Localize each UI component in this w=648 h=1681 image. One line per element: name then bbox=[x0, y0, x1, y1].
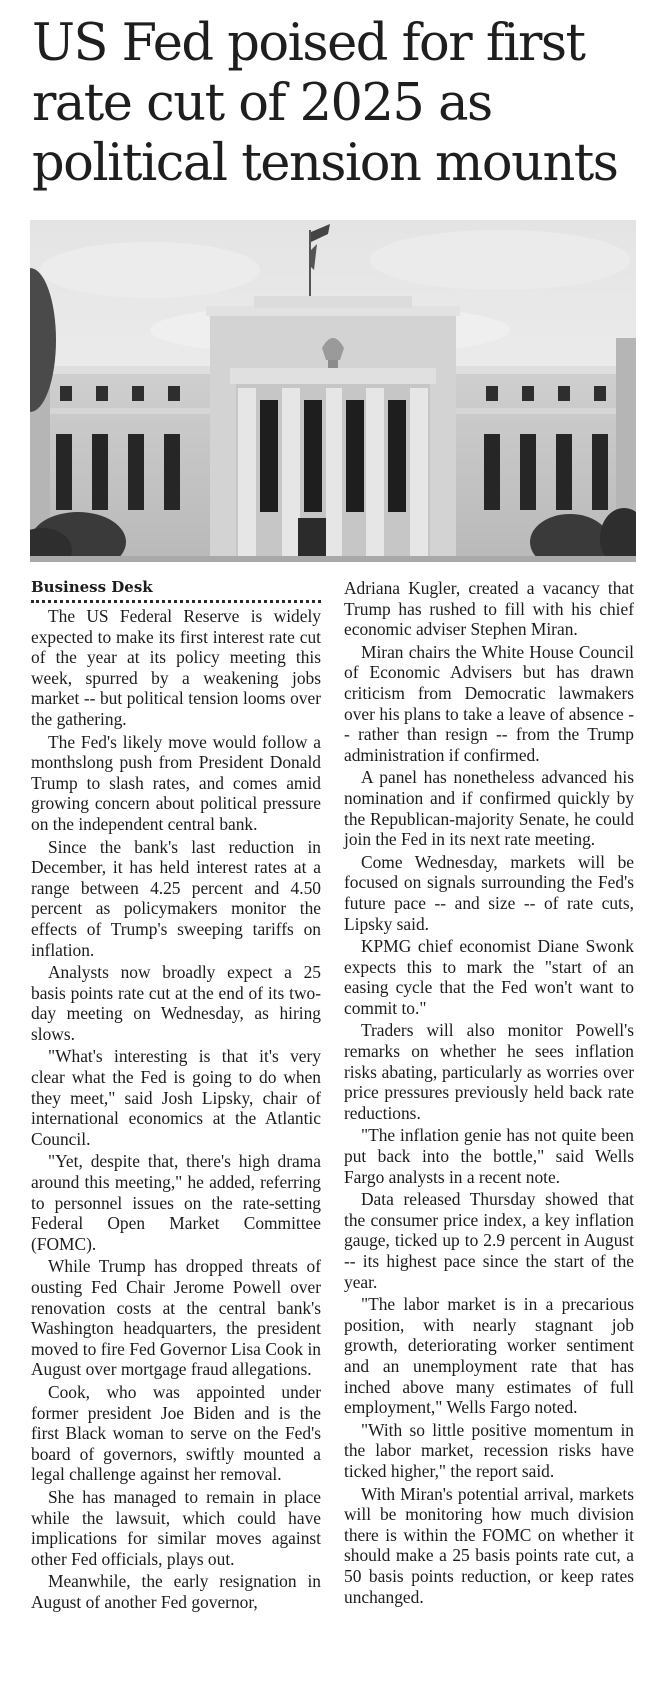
paragraph: The Fed's likely move would follow a monthslong push from President Donald Trump to slash rates, and comes amid growing concern about political pressure on the independent central bank. bbox=[31, 731, 321, 834]
paragraph: "The inflation genie has not quite been put back into the bottle," said Wells Fargo analysts in a recent note. bbox=[344, 1125, 634, 1187]
paragraph: The US Federal Reserve is widely expected to make its first interest rate cut of the year at its policy meeting this week, spurred by a weakening jobs market -- but political tension looms over the gathering. bbox=[31, 606, 321, 729]
paragraph: "Yet, despite that, there's high drama around this meeting," he added, referring to personnel issues on the rate-setting Federal Open Market Committee (FOMC). bbox=[31, 1151, 321, 1254]
paragraph: A panel has nonetheless advanced his nomination and if confirmed quickly by the Republican-majority Senate, he could join the Fed in its next rate meeting. bbox=[344, 767, 634, 850]
paragraph: Traders will also monitor Powell's remarks on whether he sees inflation risks abating, particularly as worries over price pressures previously held back rate reductions. bbox=[344, 1020, 634, 1123]
paragraph: Miran chairs the White House Council of Economic Advisers but has drawn criticism from Democratic lawmakers over his plans to take a leave of absence -- rather than resign -- from the Trump administration if confirmed. bbox=[344, 641, 634, 765]
paragraph: Data released Thursday showed that the consumer price index, a key inflation gauge, ticked up to 2.9 percent in August -- its highest pace since the start of the year. bbox=[344, 1189, 634, 1292]
paragraph: Analysts now broadly expect a 25 basis points rate cut at the end of its two-day meeting on Wednesday, as hiring slows. bbox=[31, 962, 321, 1044]
article-column-right bbox=[344, 578, 634, 1609]
paragraph-continued: Adriana Kugler, created a vacancy that Trump has rushed to fill with his chief economic adviser Stephen Miran. bbox=[344, 578, 634, 640]
paragraph: KPMG chief economist Diane Swonk expects this to mark the "start of an easing cycle that the Fed won't want to commit to." bbox=[344, 936, 634, 1018]
desk-label: Business Desk bbox=[31, 578, 321, 603]
paragraph: Come Wednesday, markets will be focused on signals surrounding the Fed's future pace -- and size -- of rate cuts, Lipsky said. bbox=[344, 851, 634, 934]
paragraph: "The labor market is in a precarious position, with nearly stagnant job growth, deteriorating worker sentiment and an unemployment rate that has inched above many estimates of full employment," Wells Fargo noted. bbox=[344, 1294, 634, 1418]
headline: US Fed poised for first rate cut of 2025 as political tension mounts bbox=[32, 14, 618, 193]
paragraph: While Trump has dropped threats of ousting Fed Chair Jerome Powell over renovation costs at the central bank's Washington headquarters, the president moved to fire Fed Governor Lisa Cook in August over mortgage fraud allegations. bbox=[31, 1256, 321, 1380]
paragraph: Meanwhile, the early resignation in August of another Fed governor, bbox=[31, 1571, 321, 1612]
federal-reserve-building-photo bbox=[30, 220, 636, 562]
paragraph: Cook, who was appointed under former president Joe Biden and is the first Black woman to serve on the Fed's board of governors, swiftly mounted a legal challenge against her removal. bbox=[31, 1381, 321, 1485]
paragraph: Since the bank's last reduction in December, it has held interest rates at a range between 4.25 percent and 4.50 percent as policymakers monitor the effects of Trump's sweeping tariffs on inflation. bbox=[31, 836, 321, 960]
paragraph: With Miran's potential arrival, markets will be monitoring how much division there is within the FOMC on whether it should make a 25 basis points rate cut, a 50 basis points reduction, or keep rates unchanged. bbox=[344, 1483, 634, 1607]
article-column-left bbox=[31, 578, 321, 1615]
paragraph: "What's interesting is that it's very clear what the Fed is going to do when they meet," said Josh Lipsky, chair of international economics at the Atlantic Council. bbox=[31, 1046, 321, 1149]
paragraph: "With so little positive momentum in the labor market, recession risks have ticked higher," the report said. bbox=[344, 1419, 634, 1481]
paragraph: She has managed to remain in place while the lawsuit, which could have implications for similar moves against other Fed officials, plays out. bbox=[31, 1486, 321, 1569]
